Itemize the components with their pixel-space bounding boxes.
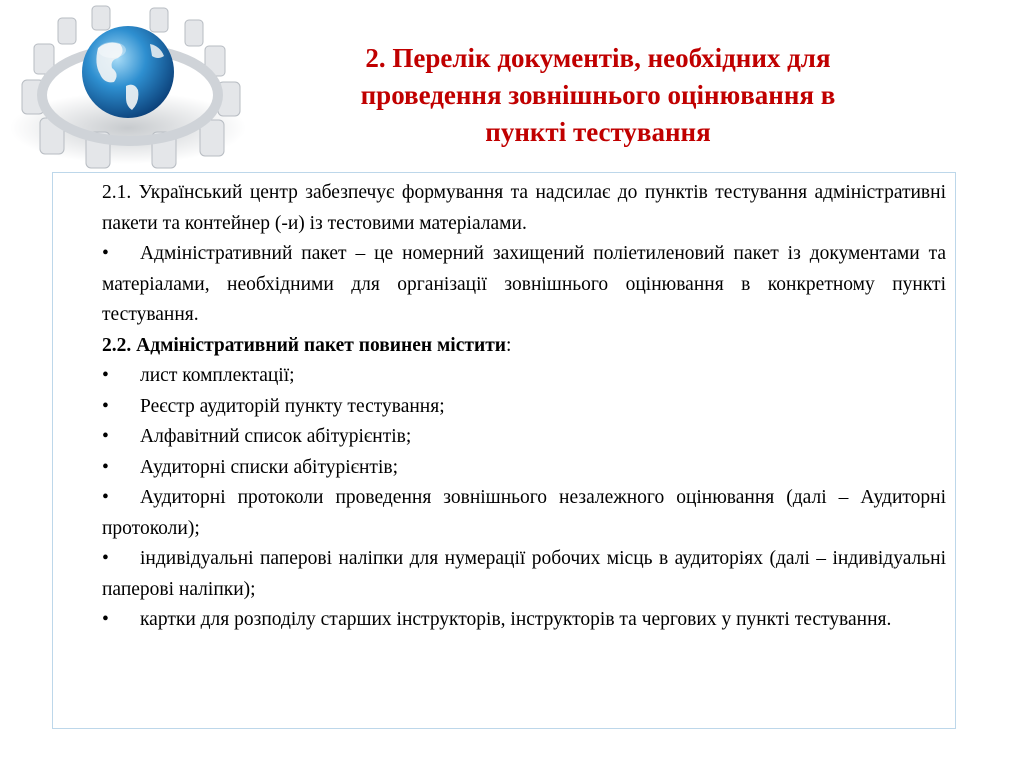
content-text: [102, 178, 946, 636]
list-item-text: Реєстр аудиторій пункту тестування;: [140, 395, 445, 417]
globe-meeting-illustration: [0, 0, 265, 175]
definition-paragraph: [102, 239, 946, 331]
list-item: [102, 392, 946, 423]
definition-text: Адміністративний пакет – це номерний захищений поліетиленовий пакет із документами та матеріалами, необхідними для організації зовнішнього оцінювання в конкретному пункті тестування.: [102, 243, 946, 325]
title-line-1: 2. Перелік документів, необхідних для: [365, 43, 831, 73]
list-item: [102, 361, 946, 392]
list-item-text: Аудиторні списки абітурієнтів;: [140, 456, 398, 478]
section-heading-text: 2.2. Адміністративний пакет повинен містити: [102, 334, 507, 356]
list-item: [102, 422, 946, 453]
intro-paragraph: 2.1. Український центр забезпечує формування та надсилає до пунктів тестування адміністративні пакети та контейнер (-и) із тестовими матеріалами.: [102, 182, 946, 234]
slide-title: [282, 40, 914, 151]
bullet-marker: •: [102, 609, 109, 630]
list-item-text: Аудиторні протоколи проведення зовнішнього незалежного оцінювання (далі – Аудиторні протоколи);: [102, 487, 946, 539]
title-line-2: проведення зовнішнього оцінювання в: [360, 80, 836, 110]
list-item: [102, 483, 946, 544]
bullet-marker: •: [102, 365, 109, 386]
title-line-3: пункті тестування: [485, 117, 711, 147]
list-item-text: лист комплектації;: [140, 365, 295, 386]
list-item: [102, 605, 946, 636]
list-item-text: картки для розподілу старших інструкторів, інструкторів та чергових у пункті тестування.: [140, 609, 892, 630]
list-item-text: Алфавітний список абітурієнтів;: [140, 426, 412, 447]
section-heading: [102, 331, 946, 362]
bullet-marker: •: [102, 548, 109, 569]
list-item-text: індивідуальні паперові наліпки для нумерації робочих місць в аудиторіях (далі – індивідуальні паперові наліпки);: [102, 548, 946, 600]
section-heading-colon: :: [506, 334, 512, 356]
bullet-marker: •: [102, 395, 109, 417]
bullet-marker: •: [102, 456, 109, 478]
bullet-marker: •: [102, 487, 109, 508]
list-item: [102, 544, 946, 605]
list-item: [102, 453, 946, 484]
bullet-marker: •: [102, 426, 109, 447]
bullet-marker: •: [102, 243, 109, 264]
